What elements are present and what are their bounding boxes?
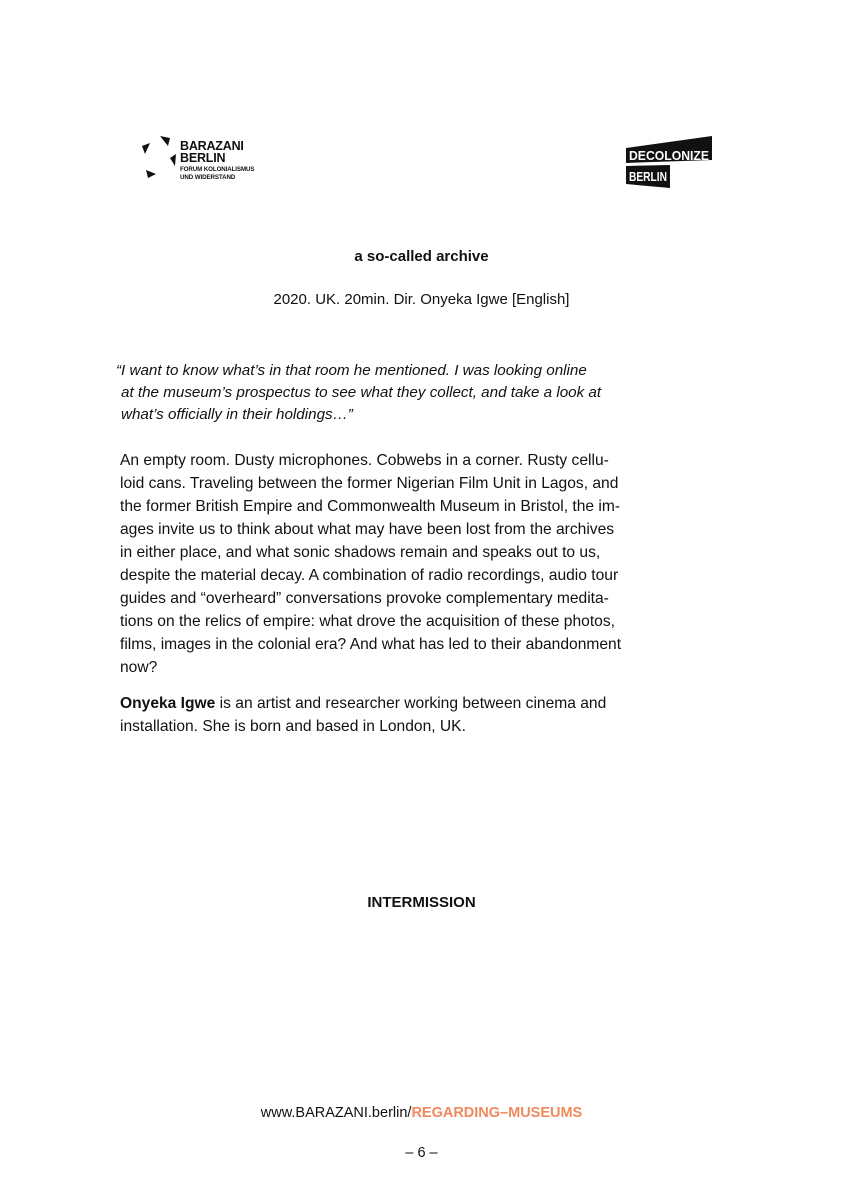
film-meta: 2020. UK. 20min. Dir. Onyeka Igwe [English] [273, 291, 570, 308]
film-description [120, 449, 730, 679]
quote-line: “I want to know what’s in that room he mentioned. I was looking online [116, 362, 587, 379]
description-line: in either place, and what sonic shadows remain and speaks out to us, [120, 544, 601, 561]
description-line: despite the material decay. A combination of radio recordings, audio tour [120, 567, 619, 584]
film-quote [116, 360, 716, 426]
film-title: a so-called archive [354, 248, 489, 265]
barazani-triangles-logo-icon [140, 134, 178, 182]
description-line: the former British Empire and Commonwealth Museum in Bristol, the im- [120, 498, 621, 515]
logo-name-line1: BARAZANI [180, 139, 244, 153]
logo-line2: BERLIN [629, 169, 667, 184]
barazani-berlin-logo [140, 130, 290, 190]
description-line: now? [120, 659, 158, 676]
bio-name: Onyeka Igwe [120, 695, 216, 712]
footer-url[interactable] [0, 1105, 843, 1121]
decolonize-berlin-logo-mark [626, 136, 718, 190]
page-number: – 6 – [405, 1145, 438, 1161]
logo-sub-line2: UND WIDERSTAND [180, 174, 236, 181]
description-line: An empty room. Dusty microphones. Cobwebs in a corner. Rusty cellu- [120, 452, 609, 469]
bio-text: is an artist and researcher working between cinema and [215, 695, 607, 712]
logo-brand-name [180, 140, 244, 164]
description-line: films, images in the colonial era? And what has led to their abandonment [120, 636, 622, 653]
intermission-heading: INTERMISSION [367, 894, 476, 911]
footer-url-prefix[interactable]: www.BARAZANI.berlin/ [260, 1105, 412, 1121]
bio-line: installation. She is born and based in London, UK. [120, 718, 466, 735]
decolonize-berlin-logo [626, 136, 716, 188]
description-line: tions on the relics of empire: what drove the acquisition of these photos, [120, 613, 615, 630]
director-bio [120, 692, 730, 738]
logo-name-line2: BERLIN [180, 151, 226, 165]
logo-subtitle [180, 166, 254, 182]
description-line: loid cans. Traveling between the former Nigerian Film Unit in Lagos, and [120, 475, 619, 492]
logo-line1: DECOLONIZE [629, 148, 710, 163]
bio-line [120, 692, 730, 715]
description-line: guides and “overheard” conversations provoke complementary medita- [120, 590, 609, 607]
footer-url-accent[interactable]: REGARDING–MUSEUMS [411, 1105, 583, 1121]
quote-line: what’s officially in their holdings…” [121, 406, 353, 423]
quote-line: at the museum’s prospectus to see what they collect, and take a look at [121, 384, 602, 401]
logo-sub-line1: FORUM KOLONIALISMUS [180, 166, 255, 173]
description-line: ages invite us to think about what may have been lost from the archives [120, 521, 615, 538]
